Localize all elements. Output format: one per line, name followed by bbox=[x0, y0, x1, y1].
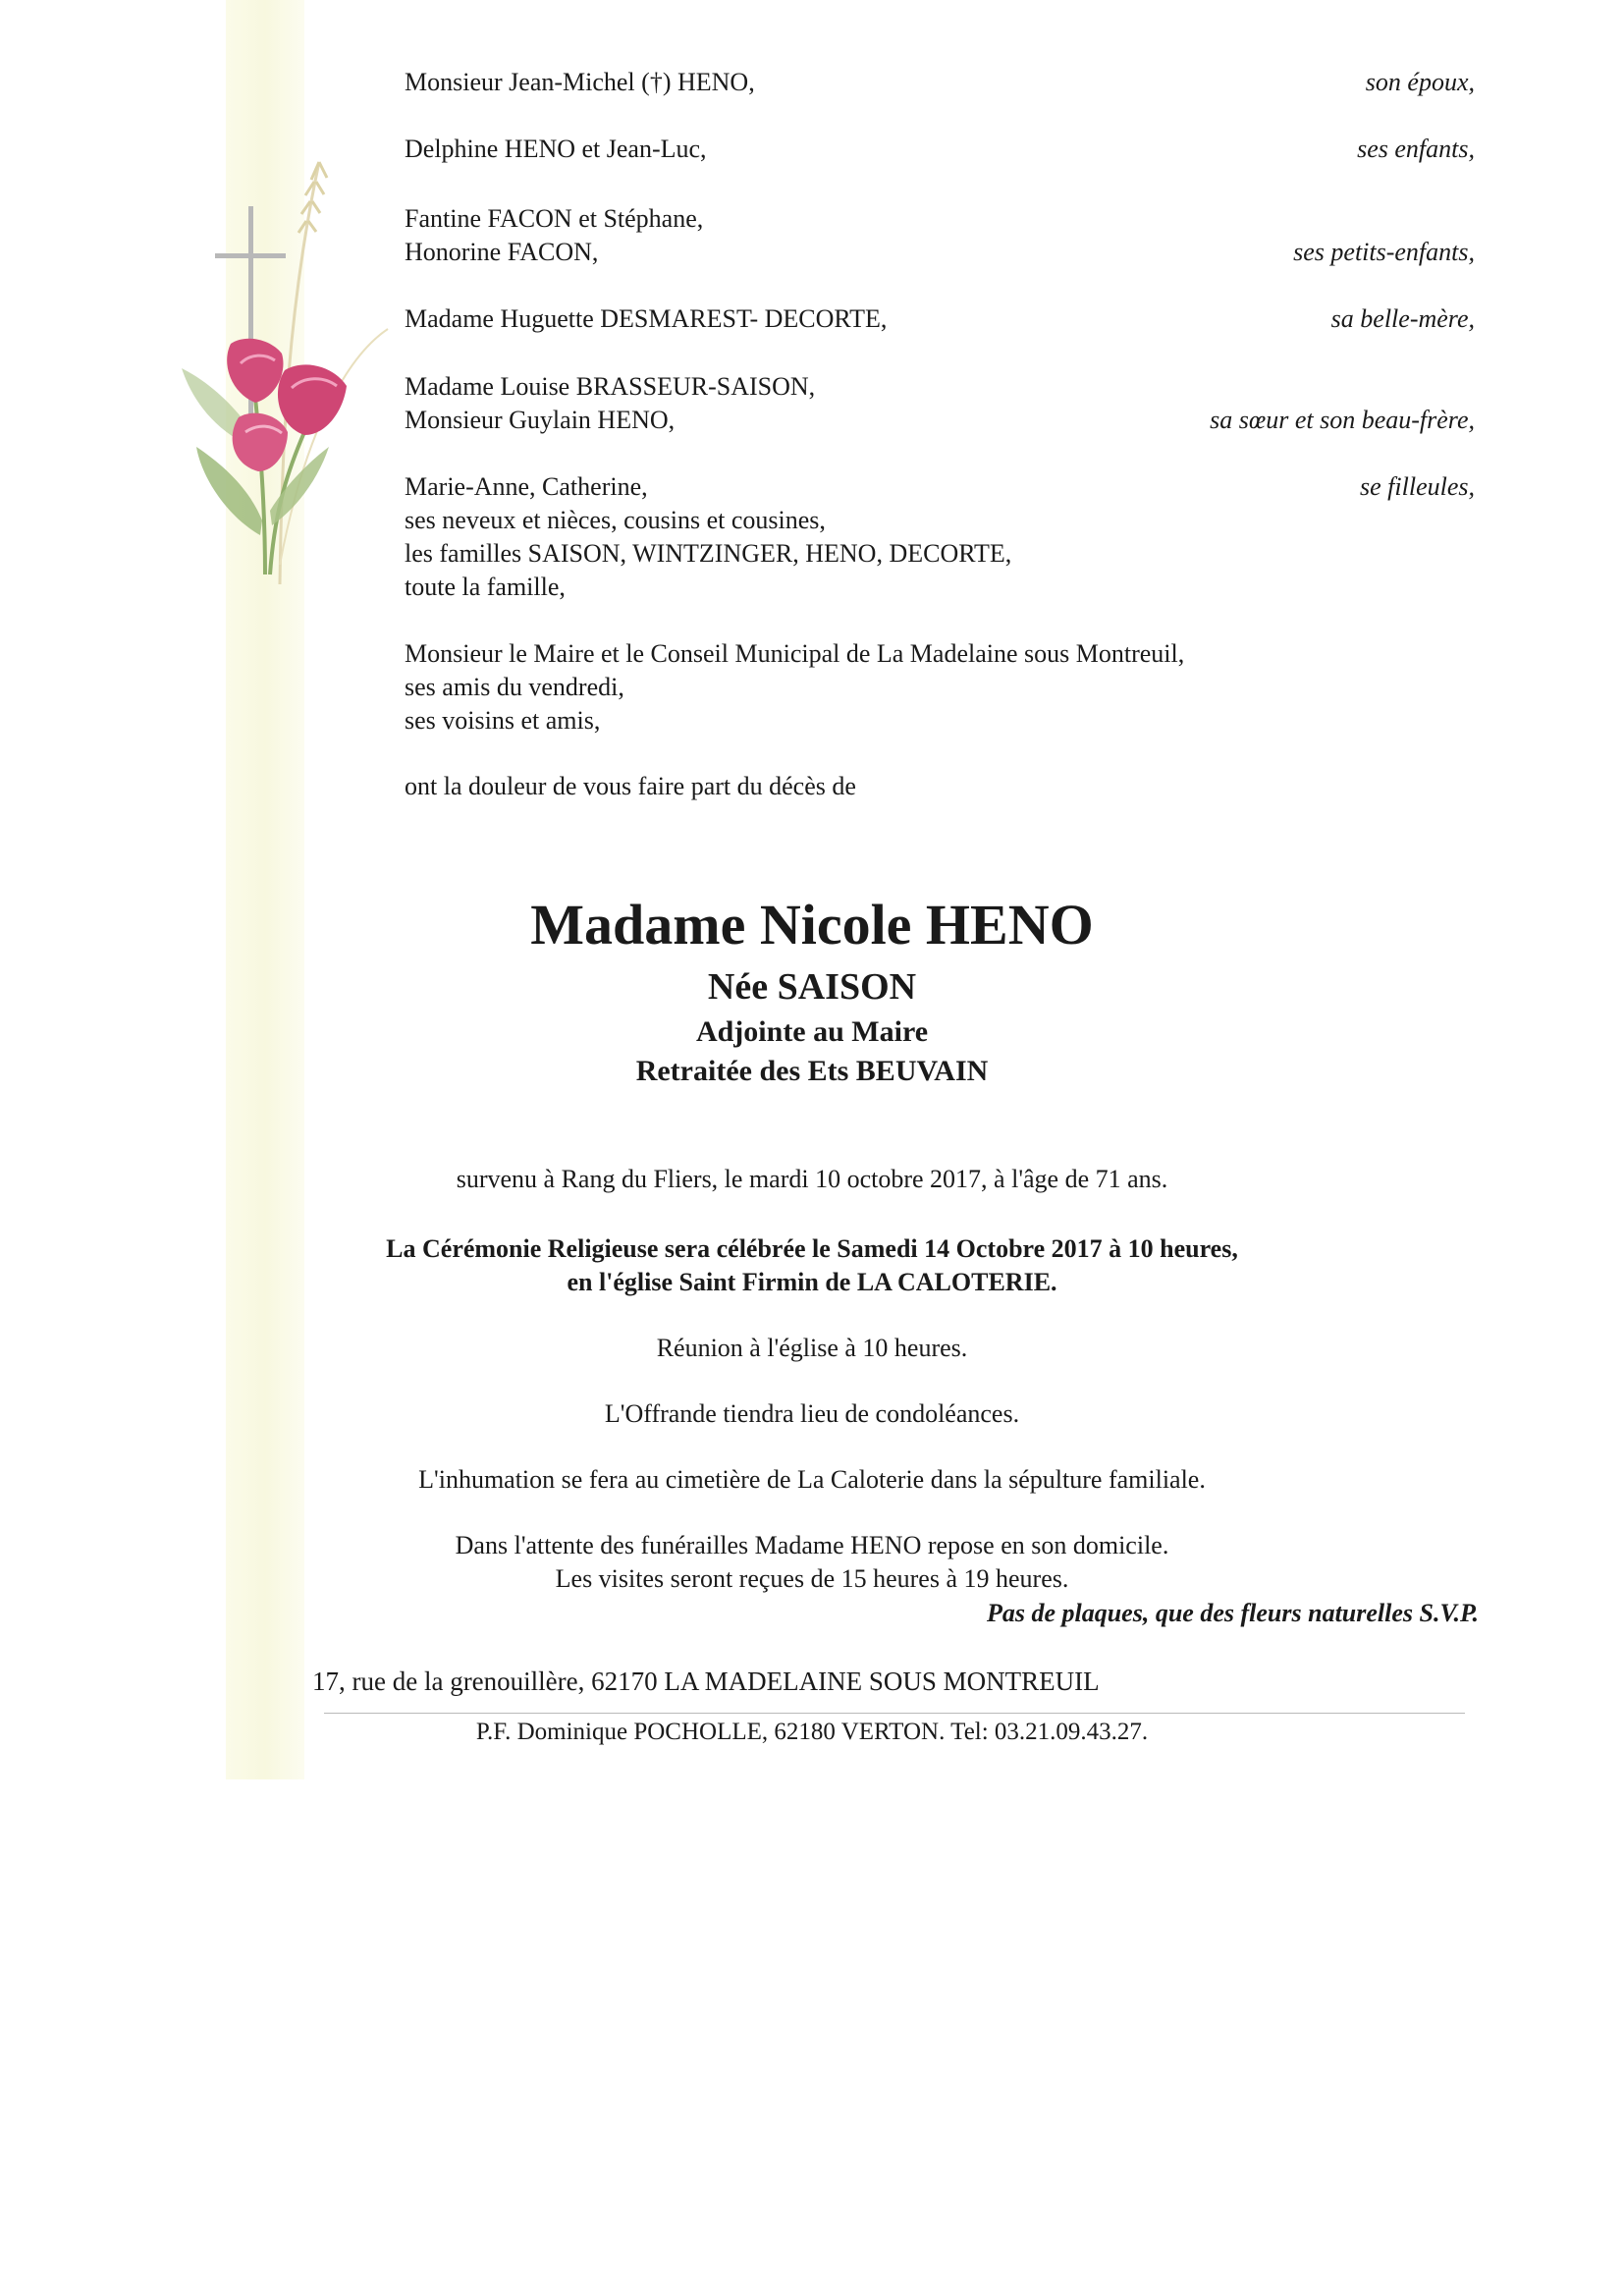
family-name: Madame Huguette DESMAREST- DECORTE, bbox=[405, 304, 888, 333]
family-row-siblings bbox=[405, 370, 1475, 437]
relatives-line: ses neveux et nièces, cousins et cousines, bbox=[405, 506, 826, 534]
family-name: Honorine FACON, bbox=[405, 238, 599, 266]
ceremony-line: La Cérémonie Religieuse sera célébrée le Samedi 14 Octobre 2017 à 10 heures, bbox=[386, 1234, 1238, 1263]
deceased-name: Madame Nicole HENO bbox=[530, 893, 1094, 957]
family-name: Monsieur Jean-Michel (†) HENO, bbox=[405, 68, 755, 96]
funeral-home-footer: P.F. Dominique POCHOLLE, 62180 VERTON. Tel: 03.21.09.43.27. bbox=[475, 1719, 1149, 1745]
family-name: Marie-Anne, Catherine, bbox=[405, 472, 648, 501]
announcement-text: ont la douleur de vous faire part du décès de bbox=[405, 772, 856, 800]
cross-and-calla-lilies-icon bbox=[172, 152, 398, 624]
relatives-line: toute la famille, bbox=[405, 573, 566, 601]
family-name: Madame Louise BRASSEUR-SAISON, bbox=[405, 372, 816, 401]
relatives-line: les familles SAISON, WINTZINGER, HENO, DECORTE, bbox=[405, 539, 1012, 568]
family-row-grandchildren bbox=[405, 202, 1475, 269]
family-row-goddaughters bbox=[405, 470, 1475, 504]
family-role: ses enfants, bbox=[1357, 135, 1475, 163]
visits-line: Les visites seront reçues de 15 heures à 19 heures. bbox=[555, 1564, 1069, 1593]
friends-line: Monsieur le Maire et le Conseil Municipal de La Madelaine sous Montreuil, bbox=[405, 639, 1185, 668]
friends-line: ses voisins et amis, bbox=[405, 706, 601, 735]
ceremony-line: en l'église Saint Firmin de LA CALOTERIE. bbox=[567, 1268, 1057, 1296]
family-name: Delphine HENO et Jean-Luc, bbox=[405, 135, 707, 163]
family-name: Monsieur Guylain HENO, bbox=[405, 406, 676, 434]
family-name: Fantine FACON et Stéphane, bbox=[405, 204, 704, 233]
inhumation-text: L'inhumation se fera au cimetière de La Caloterie dans la sépulture familiale. bbox=[418, 1465, 1206, 1494]
offrande-text: L'Offrande tiendra lieu de condoléances. bbox=[604, 1399, 1020, 1428]
death-details: survenu à Rang du Fliers, le mardi 10 octobre 2017, à l'âge de 71 ans. bbox=[456, 1165, 1168, 1193]
reunion-text: Réunion à l'église à 10 heures. bbox=[656, 1334, 968, 1362]
home-address: 17, rue de la grenouillère, 62170 LA MADELAINE SOUS MONTREUIL bbox=[312, 1667, 1100, 1696]
family-role: sa sœur et son beau-frère, bbox=[1210, 406, 1475, 434]
deceased-title: Adjointe au Maire bbox=[695, 1015, 929, 1048]
divider bbox=[324, 1713, 1465, 1714]
flowers-note: Pas de plaques, que des fleurs naturelles S.V.P. bbox=[986, 1599, 1479, 1627]
family-role: se filleules, bbox=[1360, 472, 1475, 501]
visits-line: Dans l'attente des funérailles Madame HENO repose en son domicile. bbox=[455, 1531, 1169, 1559]
family-row-spouse bbox=[405, 66, 1475, 99]
deceased-maiden-name: Née SAISON bbox=[707, 966, 917, 1008]
family-row-mother-in-law bbox=[405, 302, 1475, 336]
relatives-block bbox=[405, 504, 1475, 604]
deceased-title: Retraitée des Ets BEUVAIN bbox=[635, 1055, 989, 1087]
family-role: son époux, bbox=[1365, 68, 1475, 96]
family-role: sa belle-mère, bbox=[1330, 304, 1475, 333]
friends-block bbox=[405, 637, 1475, 738]
friends-line: ses amis du vendredi, bbox=[405, 673, 624, 701]
family-row-children bbox=[405, 133, 1475, 166]
family-role: ses petits-enfants, bbox=[1293, 238, 1475, 266]
